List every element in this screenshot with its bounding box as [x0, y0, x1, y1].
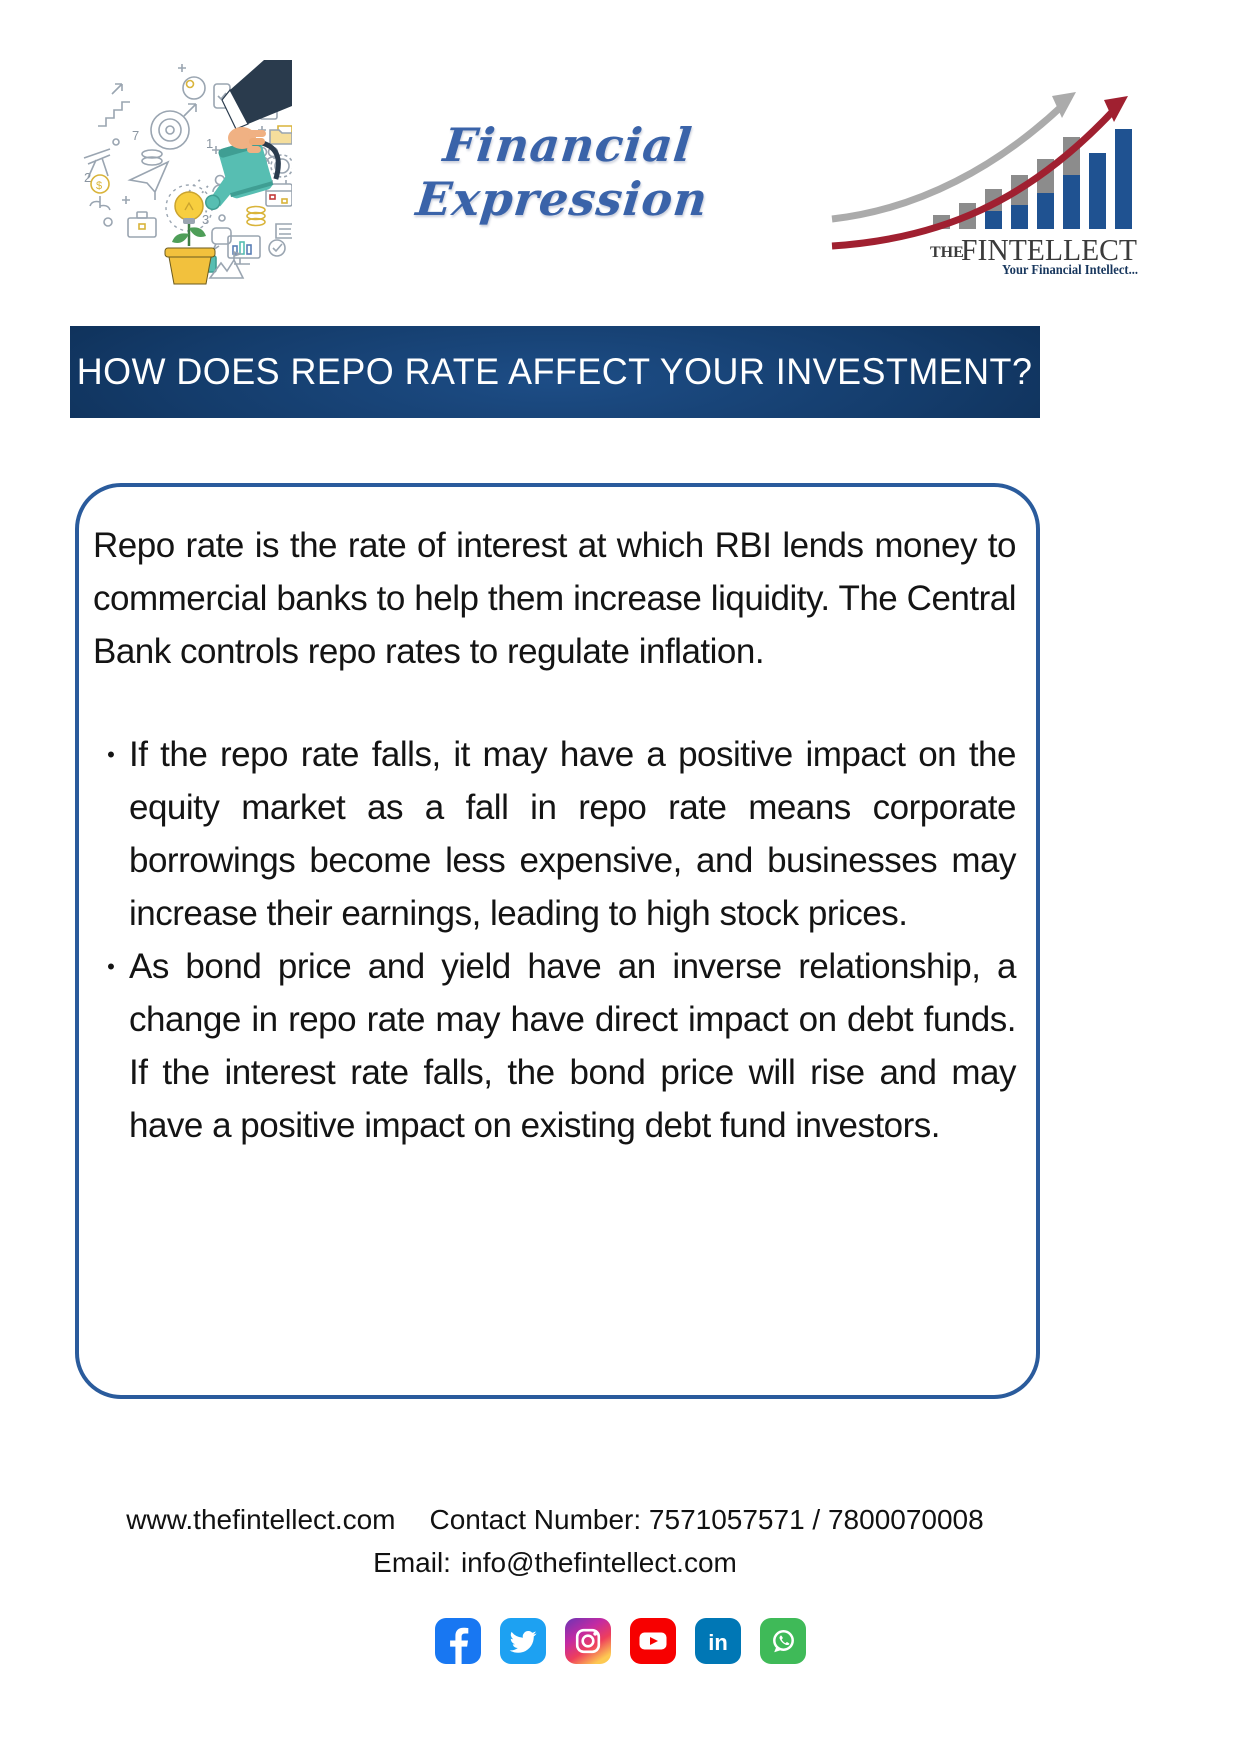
email-label: Email:: [373, 1547, 451, 1578]
svg-text:2: 2: [84, 170, 92, 185]
svg-text:3: 3: [202, 212, 210, 227]
logo-name: FINTELLECT: [961, 232, 1138, 267]
email-row: [70, 1541, 1040, 1584]
page-title: HOW DOES REPO RATE AFFECT YOUR INVESTMENT?: [77, 351, 1033, 392]
logo-tagline: Your Financial Intellect...: [1002, 263, 1138, 276]
contact-number-text: [430, 1498, 984, 1541]
title-banner: [70, 326, 1040, 418]
footer-contact: [70, 1498, 1040, 1584]
intro-paragraph: Repo rate is the rate of interest at which RBI lends money to commercial banks to help them increase liquidity. The Central Bank controls repo rates to regulate inflation.: [93, 526, 1016, 671]
svg-text:1: 1: [206, 136, 214, 151]
watering-ideas-illustration: [72, 60, 292, 285]
youtube-icon[interactable]: [630, 1618, 676, 1664]
instagram-icon[interactable]: [565, 1618, 611, 1664]
content-box: [75, 483, 1040, 1399]
logo-wordmark: [930, 232, 1138, 276]
logo-growth-arrows: [832, 92, 1128, 246]
bullet-dot: •: [107, 742, 115, 767]
facebook-icon[interactable]: [435, 1618, 481, 1664]
linkedin-icon[interactable]: [695, 1618, 741, 1664]
bullet-text-debt: As bond price and yield have an inverse relationship, a change in repo rate may have direct impact on debt funds. If the interest rate falls, the bond price will rise and may have a positive impact on existing debt fund investors.: [129, 947, 1016, 1145]
fintellect-logo: [830, 74, 1148, 276]
email-address: info@thefintellect.com: [460, 1547, 737, 1578]
whatsapp-icon[interactable]: [760, 1618, 806, 1664]
twitter-icon[interactable]: [500, 1618, 546, 1664]
contact-label: Contact Number:: [429, 1504, 642, 1535]
svg-text:7: 7: [132, 128, 140, 143]
bullet-item-equity: [93, 728, 1016, 940]
logo-the: THE: [930, 244, 964, 261]
contact-row: [70, 1498, 1040, 1541]
social-icons-row: [0, 1618, 1240, 1664]
bullet-item-debt: [93, 940, 1016, 1152]
svg-text:$: $: [96, 180, 103, 192]
bullet-text-equity: If the repo rate falls, it may have a positive impact on the equity market as a fall in repo rate means corporate borrowings become less expensive, and businesses may increase their earnings, leading to high stock prices.: [129, 735, 1016, 933]
website-text: www.thefintellect.com: [126, 1504, 396, 1535]
bullet-list: [93, 728, 1016, 1152]
linkedin-glyph: in: [707, 1630, 728, 1655]
contact-numbers: 7571057571 / 7800070008: [648, 1504, 984, 1535]
brand-script-title: Financial Expression: [413, 118, 711, 226]
bullet-dot: •: [107, 954, 115, 979]
